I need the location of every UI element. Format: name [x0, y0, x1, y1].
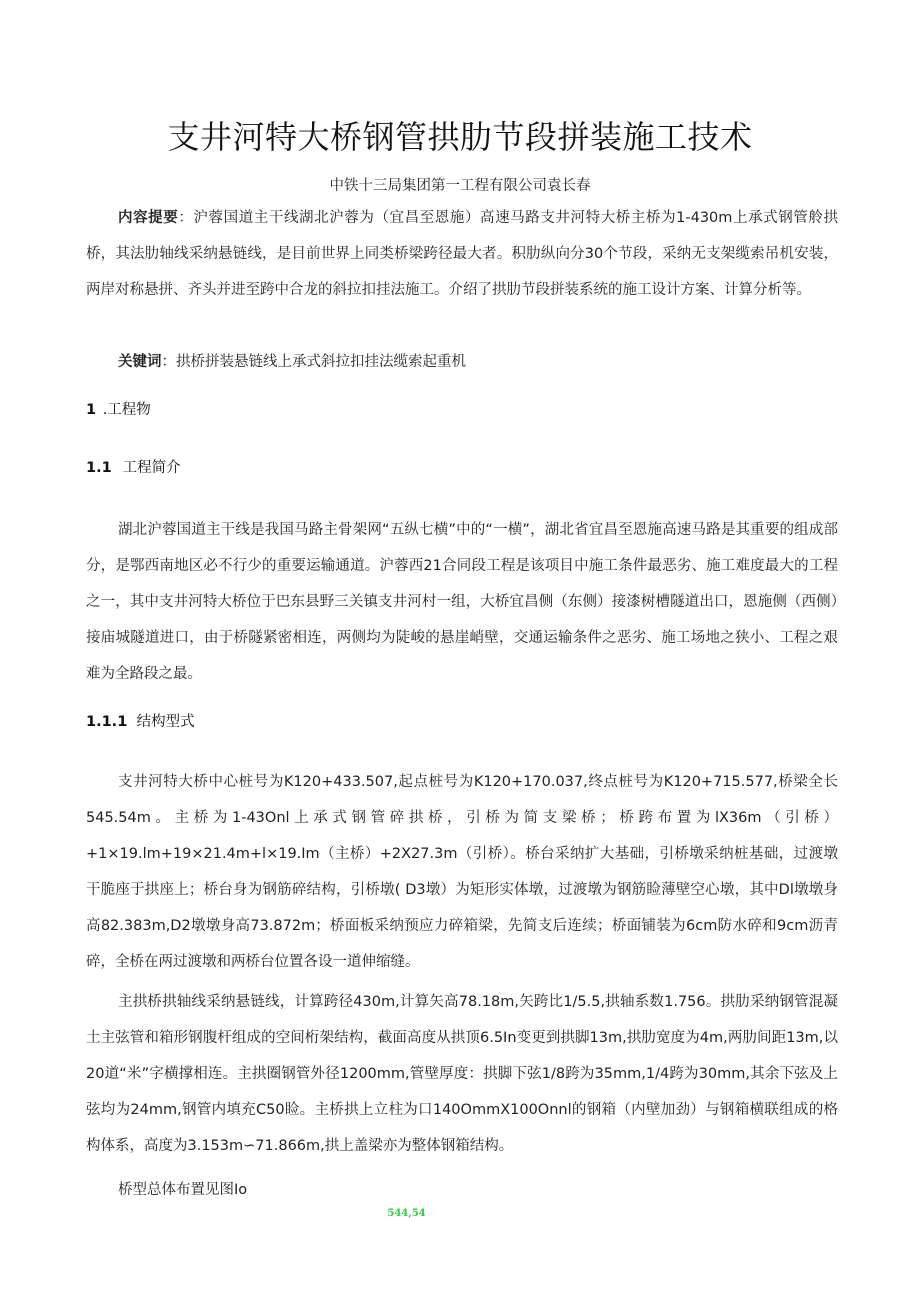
section-number: 1 — [86, 402, 97, 418]
figure-dimension-label: 544,54 — [387, 1208, 426, 1219]
section-number: 1.1 — [86, 460, 112, 476]
section-heading-1-1-1 — [86, 710, 195, 731]
section-heading-1-1 — [86, 456, 181, 477]
keywords-label: 关键词 — [118, 354, 162, 370]
section-title: 工程简介 — [122, 460, 181, 476]
abstract-paragraph — [86, 200, 838, 308]
section-number: 1.1.1 — [86, 714, 128, 730]
figure-reference-block — [86, 1172, 838, 1208]
section-title: 结构型式 — [136, 714, 195, 730]
section-title: .工程物 — [102, 402, 151, 418]
figure-reference: 桥型总体布置见图Io — [118, 1182, 248, 1198]
intro-block — [86, 512, 838, 692]
abstract-label: 内容提要 — [118, 210, 179, 226]
abstract-block — [86, 200, 838, 308]
structure-paragraph-2: 主拱桥拱轴线采纳悬链线，计算跨径430m,计算矢高78.18m,矢跨比1/5.5,拱轴系数1.756。拱肋采纳钢管混凝土主弦管和箱形钢腹杆组成的空间桁架结构，截面高度从拱顶6.5In变更到拱脚13m,拱肋宽度为4m,两肋间距13m,以20道“米”字横撑相连。主拱圈钢管外径1200mm,管壁厚度：拱脚下弦1/8跨为35mm,1/4跨为30mm,其余下弦及上弦均为24mm,钢管内填充C50睑。主桥拱上立柱为口140OmmX100Onnl的钢箱（内壁加劲）与钢箱横联组成的格构体系，高度为3.153m∽71.866m,拱上盖梁亦为整体钢箱结构。 — [86, 994, 838, 1154]
keywords-paragraph — [86, 344, 838, 380]
structure-paragraph-1: 支井河特大桥中心桩号为K120+433.507,起点桩号为K120+170.037,终点桩号为K120+715.577,桥梁全长545.54m。主桥为1-43Onl上承式钢管碎拱桥，引桥为简支梁桥；桥跨布置为lX36m（引桥）+1×19.lm+19×21.4m+l×19.Im（主桥）+2X27.3m（引桥）。桥台采纳扩大基础，引桥墩采纳桩基础，过渡墩干脆座于拱座上；桥台身为钢筋碎结构，引桥墩( D3墩）为矩形实体墩，过渡墩为钢筋睑薄壁空心墩，其中Dl墩墩身高82.383m,D2墩墩身高73.872m；桥面板采纳预应力碎箱梁，先简支后连续；桥面铺装为6cm防水碎和9cm沥青碎，全桥在两过渡墩和两桥台位置各设一道伸缩缝。 — [86, 774, 838, 970]
keywords-text: 拱桥拼装悬链线上承式斜拉扣挂法缆索起重机 — [176, 354, 466, 370]
intro-paragraph: 湖北沪蓉国道主干线是我国马路主骨架网“五纵七横”中的“一横”，湖北省宜昌至恩施高速马路是其重要的组成部分，是鄂西南地区必不行少的重要运输通道。沪蓉西21合同段工程是该项目中施工条件最恶劣、施工难度最大的工程之一，其中支井河特大桥位于巴东县野三关镇支井河村一组，大桥宜昌侧（东侧）接漆树槽隧道出口，恩施侧（西侧）接庙城隧道进口，由于桥隧紧密相连，两侧均为陡峻的悬崖峭壁，交通运输条件之恶劣、施工场地之狭小、工程之艰难为全路段之最。 — [86, 522, 838, 682]
abstract-text: 沪蓉国道主干线湖北沪蓉为（宜昌至恩施）高速马路支井河特大桥主桥为1-430m上承式钢管舲拱桥，其法肋轴线采纳悬链线，是目前世界上同类桥梁跨径最大者。积肋纵向分30个节段，采纳无支架缆索吊机安装，两岸对称悬拼、齐头并进至跨中合龙的斜拉扣挂法施工。介绍了拱肋节段拼装系统的施工设计方案、计算分析等。 — [86, 210, 839, 298]
keywords-block — [86, 344, 838, 380]
section-heading-1 — [86, 398, 151, 419]
abstract-sep: ： — [178, 210, 194, 226]
author-line: 中铁十三局集团第一工程有限公司袁长春 — [329, 178, 591, 194]
keywords-sep: ： — [161, 354, 176, 370]
document-title: 支井河特大桥钢管拱肋节段拼装施工技术 — [167, 118, 753, 156]
structure-block-2 — [86, 984, 838, 1164]
structure-block — [86, 764, 838, 980]
